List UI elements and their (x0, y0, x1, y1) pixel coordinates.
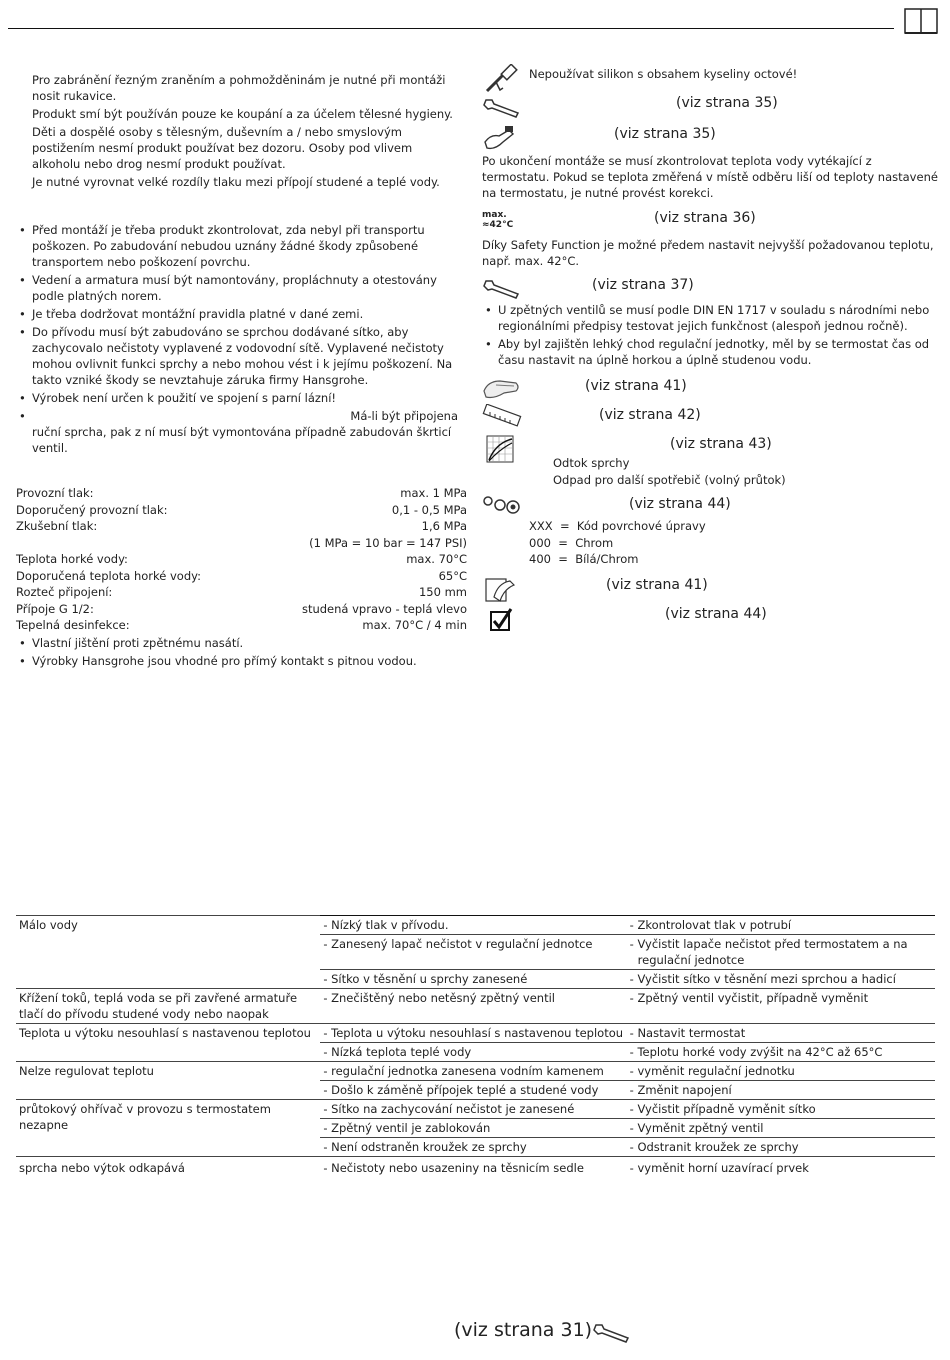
fix-cell: - Vyčistit případně vyměnit sítko (630, 1101, 932, 1117)
tech-row (16, 535, 467, 552)
safety-note: Děti a dospělé osoby s tělesným, duševním a / nebo smyslovým postižením nesmí produkt používat bez dozoru. Osoby pod vlivem alkoholu nebo drog nesmí produkt používat. (32, 125, 413, 171)
finish-code-row: 000 = Chrom (529, 535, 614, 550)
cause-cell: - Není odstraněn kroužek ze sprchy (323, 1139, 623, 1155)
fix-cell: - Zpětný ventil vyčistit, případně vyměnit (630, 990, 932, 1006)
tech-bullet: • Výrobky Hansgrohe jsou vhodné pro přímý kontakt s pitnou vodou. (16, 653, 467, 669)
page-ref-44: (viz strana 44) (629, 496, 731, 512)
table-row (16, 1100, 935, 1119)
fix-cell: - Změnit napojení (630, 1082, 932, 1098)
cause-cell: - Nízká teplota teplé vody (323, 1044, 623, 1060)
tech-label: Přípoje G 1/2: (16, 601, 94, 616)
table-row (16, 1024, 935, 1043)
wrench-icon (482, 276, 522, 302)
problem-cell: sprcha nebo výtok odkapává (16, 1157, 320, 1178)
finish-code: XXX (529, 519, 553, 533)
problem-cell: Málo vody (16, 916, 320, 989)
cause-cell: - Došlo k záměně přípojek teplé a studené vody (323, 1082, 623, 1098)
hand-icon (482, 375, 522, 401)
tech-row (16, 617, 467, 634)
safety-note: Produkt smí být používán pouze ke koupání a za účelem tělesné hygieny. (32, 107, 453, 121)
fix-cell: - Teplotu horké vody zvýšit na 42°C až 65°C (630, 1044, 932, 1060)
page-ref-35: (viz strana 35) (676, 95, 778, 111)
cause-cell: - Znečištěný nebo netěsný zpětný ventil (323, 990, 623, 1006)
problem-cell: Teplota u výtoku nesouhlasí s nastavenou teplotou (16, 1024, 320, 1062)
maintenance-note: • Aby byl zajištěn lehký chod regulační jednotky, měl by se termostat čas od času nastavit na úplně horkou a úplně studenou vodu. (482, 336, 938, 368)
table-row (16, 1157, 935, 1178)
tech-value: 65°C (438, 568, 467, 583)
cause-cell: - Nečistoty nebo usazeniny na těsnicím sedle (323, 1160, 623, 1176)
tech-label: Teplota horké vody: (16, 552, 128, 566)
fix-cell: - vyměnit horní uzavírací prvek (630, 1160, 932, 1176)
finish-name: Bílá/Chrom (575, 552, 639, 566)
tech-label: Tepelná desinfekce: (16, 618, 130, 632)
tech-value: studená vpravo - teplá vlevo (301, 601, 467, 616)
max-label: max. (482, 210, 507, 220)
page-ref-41: (viz strana 41) (606, 577, 708, 593)
tech-row (16, 502, 467, 519)
table-row (16, 989, 935, 1024)
tech-label: Doporučený provozní tlak: (16, 502, 168, 517)
cleaning-icon (484, 575, 518, 605)
problem-cell: Nelze regulovat teplotu (16, 1062, 320, 1100)
maintenance-note: • U zpětných ventilů se musí podle DIN EN 1717 v souladu s národními nebo regionálními předpisy testovat jejich funkčnost (alespoň jednou ročně). (482, 302, 938, 334)
silicone-gun-icon (484, 64, 520, 94)
book-icon (904, 6, 938, 36)
page-ref-41: (viz strana 41) (585, 378, 687, 394)
tech-row (16, 601, 467, 618)
problem-cell: Křížení toků, teplá voda se při zavřené armatuře tlačí do přívodu studené vody nebo naopak (16, 989, 320, 1024)
fix-cell: - Vyčistit lapače nečistot před termostatem a na regulační jednotce (630, 936, 932, 968)
fix-cell: - Odstranit kroužek ze sprchy (630, 1139, 932, 1155)
troubleshooting-table (16, 915, 935, 1177)
tech-value: max. 70°C (406, 552, 467, 566)
installation-note: • Před montáží je třeba produkt zkontrolovat, zda nebyl při transportu poškozen. Po zabudování nebudou uznány žádné škody způsobené transportem nebo poškození povrchu. (16, 222, 466, 270)
tech-label: Doporučená teplota horké vody: (16, 568, 201, 583)
finish-name: Chrom (575, 535, 614, 550)
temperature-adjust-text: Po ukončení montáže se musí zkontrolovat teplota vody vytékající z termostatu. Pokud se teplota změřená v místě odběru liší od teploty nastavené na termostatu, je nutné provést korekci. (482, 154, 938, 200)
page-ref-35: (viz strana 35) (614, 126, 716, 142)
flow-legend (553, 455, 786, 488)
maintenance-notes (482, 302, 938, 370)
finish-codes (529, 518, 706, 568)
bottom-page-ref: (viz strana 31) (454, 1319, 593, 1341)
table-row (16, 1062, 935, 1081)
cause-cell: - Teplota u výtoku nesouhlasí s nastavenou teplotou (323, 1025, 623, 1041)
flow-line: Odtok sprchy (553, 456, 630, 470)
safety-note: Je nutné vyrovnat velké rozdíly tlaku mezi přípojí studené a teplé vody. (32, 175, 440, 189)
table-row (16, 916, 935, 935)
handshower-note-line2: ruční sprcha, pak z ní musí být vymontována případně zabudován škrticí ventil. (32, 425, 452, 455)
finish-code: 000 (529, 535, 551, 550)
flow-line: Odpad pro další spotřebič (volný průtok) (553, 473, 786, 487)
tech-bullets (16, 635, 467, 669)
page-ref-44: (viz strana 44) (665, 606, 767, 622)
cause-cell: - Sítko na zachycování nečistot je zanesené (323, 1101, 623, 1117)
cause-cell: - Zanesený lapač nečistot v regulační jednotce (323, 936, 623, 952)
installation-notes (16, 222, 466, 458)
tech-row (16, 584, 467, 601)
installation-note: • Do přívodu musí být zabudováno se sprchou dodávané sítko, aby zachycovalo nečistoty vyplavené z vodovodní sítě. Vyplavené nečistoty mohou ovlivnit funkci sprchy a nebo mohou vést i k jejímu poškození. Na takto vzniké škody se nevztahuje záruka firmy Hansgrohe. (16, 324, 466, 388)
silicone-note: Nepoužívat silikon s obsahem kyseliny octové! (529, 67, 798, 81)
checkbox-icon (489, 607, 513, 633)
tech-label: Zkušební tlak: (16, 519, 98, 533)
wrench-icon (482, 95, 522, 121)
wrench-icon (592, 1320, 632, 1346)
tech-value: 0,1 - 0,5 MPa (391, 502, 467, 517)
tech-value: 150 mm (418, 585, 467, 599)
finish-name: Kód povrchové úpravy (576, 519, 706, 533)
tech-value: max. 1 MPa (400, 486, 467, 500)
tech-value: 1,6 MPa (421, 519, 467, 533)
page-ref-37: (viz strana 37) (592, 277, 694, 293)
technical-data (16, 485, 467, 671)
tech-row (16, 485, 467, 502)
fix-cell: - Vyčistit sítko v těsnění mezi sprchou a hadicí (630, 971, 932, 987)
cause-cell: - Nízký tlak v přívodu. (323, 917, 623, 933)
tech-label: Provozní tlak: (16, 486, 94, 500)
fix-cell: - Vyměnit zpětný ventil (630, 1120, 932, 1136)
safety-notes (32, 72, 462, 192)
tech-label: Rozteč připojení: (16, 585, 113, 599)
ruler-icon (482, 404, 522, 430)
tech-row (16, 568, 467, 585)
cause-cell: - regulační jednotka zanesena vodním kamenem (323, 1063, 623, 1079)
fix-cell: - Nastavit termostat (630, 1025, 932, 1041)
installation-note: • Výrobek není určen k použití ve spojení s parní lázní! (16, 390, 466, 406)
tech-value: (1 MPa = 10 bar = 147 PSI) (309, 535, 467, 550)
finish-code-row: XXX = Kód povrchové úpravy (529, 519, 706, 533)
safety-function-text: Díky Safety Function je možné předem nastavit nejvyšší požadovanou teplotu, např. max. 42°C. (482, 238, 934, 268)
cause-cell: - Sítko v těsnění u sprchy zanesené (323, 971, 623, 987)
fix-cell: - Zkontrolovat tlak v potrubí (630, 917, 932, 933)
finish-code-row: 400 = Bílá/Chrom (529, 552, 639, 566)
tech-row (16, 551, 467, 568)
page-ref-43: (viz strana 43) (670, 436, 772, 452)
max-temp-label: ≈42°C (482, 220, 514, 230)
problem-cell: průtokový ohřívač v provozu s termostatem nezapne (16, 1100, 320, 1157)
tech-row (16, 518, 467, 535)
handshower-note-line1: • Má-li být připojena (350, 409, 458, 423)
page-ref-42: (viz strana 42) (599, 407, 701, 423)
finish-code: 400 (529, 552, 551, 566)
installation-note-handshower (16, 408, 466, 456)
safety-note: Pro zabránění řezným zraněním a pohmožděninám je nutné při montáži nosit rukavice. (32, 73, 446, 103)
tech-value: max. 70°C / 4 min (362, 618, 467, 632)
flow-diagram-icon (486, 435, 514, 463)
spare-parts-icon (482, 493, 522, 519)
installation-note: • Je třeba dodržovat montážní pravidla platné v dané zemi. (16, 306, 466, 322)
page-ref-36: (viz strana 36) (654, 210, 756, 226)
cause-cell: - Zpětný ventil je zablokován (323, 1120, 623, 1136)
max-temp-icon (482, 210, 513, 230)
header-rule (8, 28, 894, 29)
installation-note: • Vedení a armatura musí být namontovány, propláchnuty a otestovány podle platných norem. (16, 272, 466, 304)
hand-adjust-icon (483, 124, 517, 152)
tech-bullet: • Vlastní jištění proti zpětnému nasátí. (16, 635, 467, 651)
fix-cell: - vyměnit regulační jednotku (630, 1063, 932, 1079)
